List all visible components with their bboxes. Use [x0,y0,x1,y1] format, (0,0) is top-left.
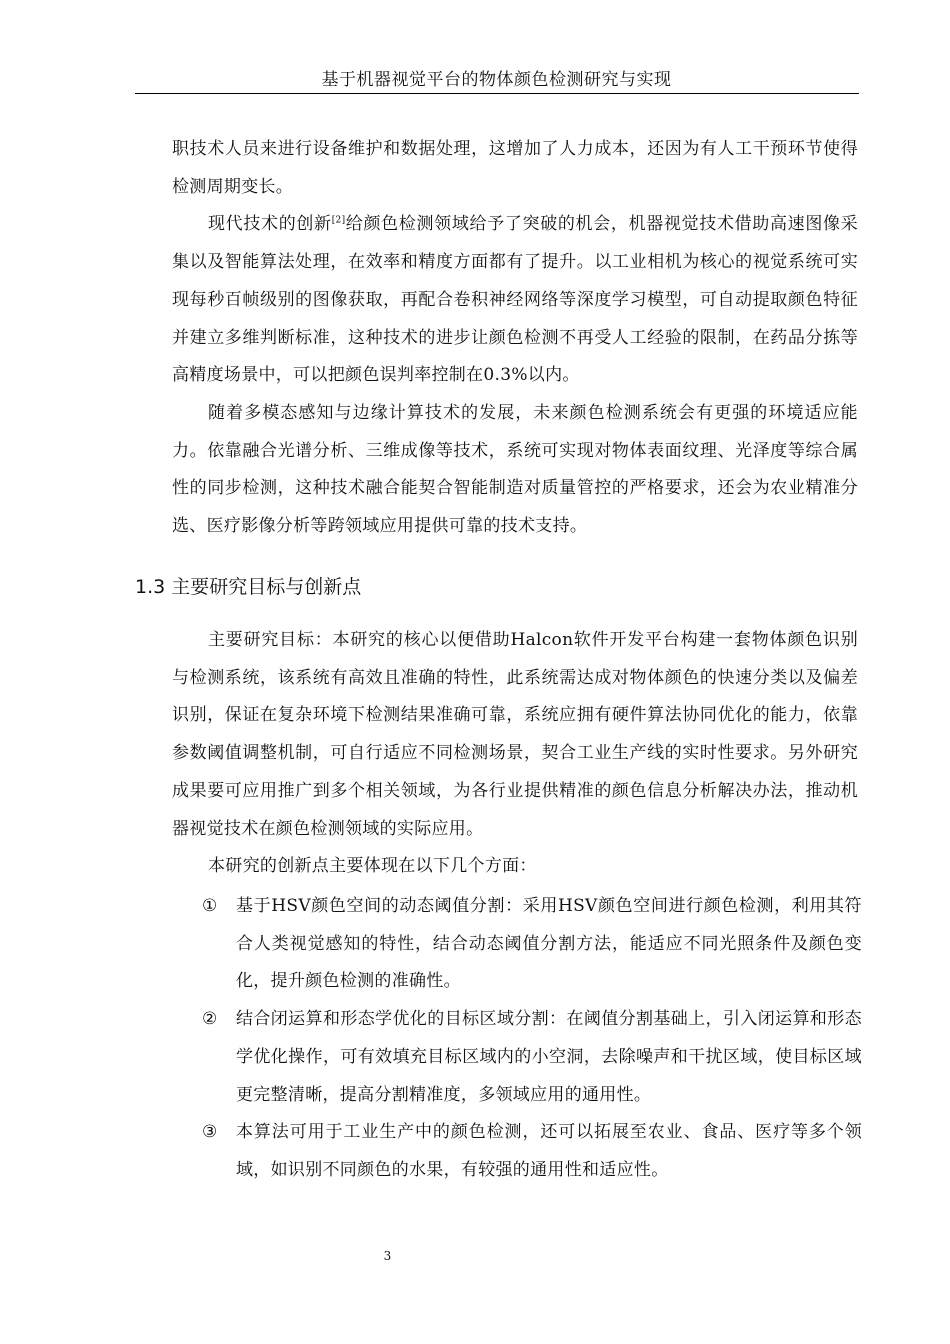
list-item [202,1114,862,1189]
paragraph-innovation-intro: 本研究的创新点主要体现在以下几个方面： [208,856,537,877]
paragraph-future: 随着多模态感知与边缘计算技术的发展，未来颜色检测系统会有更强的环境适应能力。依靠融合光谱分析、三维成像等技术，系统可实现对物体表面纹理、光泽度等综合属性的同步检测，这种技术融合能契合智能制造对质量管控的严格要求，还会为农业精准分选、医疗影像分析等跨领域应用提供可靠的技术支持。 [172,402,858,537]
section-text [172,622,858,886]
intro-text [172,131,858,546]
list-item [202,888,862,1001]
header-rule [135,93,859,94]
list-item-text: 本算法可用于工业生产中的颜色检测，还可以拓展至农业、食品、医疗等多个领域，如识别不同颜色的水果，有较强的通用性和适应性。 [236,1122,862,1180]
paragraph-modern-tech [172,206,858,395]
paragraph-text: 现代技术的创新 [208,214,332,235]
page-number: 3 [383,1249,392,1263]
paragraph-text: 给颜色检测领域给予了突破的机会，机器视觉技术借助高速图像采集以及智能算法处理，在效率和精度方面都有了提升。以工业相机为核心的视觉系统可实现每秒百帧级别的图像获取，再配合卷积神经网络等深度学习模型，可自动提取颜色特征并建立多维判断标准，这种技术的进步让颜色检测不再受人工经验的限制，在药品分拣等高精度场景中，可以把颜色误判率控制在0.3%以内。 [172,214,858,386]
innovation-list [202,888,862,1190]
section-heading: 1.3 主要研究目标与创新点 [135,576,362,598]
citation-ref: [2] [331,215,346,226]
paragraph-continuation: 职技术人员来进行设备维护和数据处理，这增加了人力成本，还因为有人工干预环节使得检测周期变长。 [172,139,858,197]
list-marker: ③ [202,1122,218,1143]
list-item [202,1001,862,1114]
paragraph-research-goal: 主要研究目标：本研究的核心以便借助Halcon软件开发平台构建一套物体颜色识别与检测系统，该系统有高效且准确的特性，此系统需达成对物体颜色的快速分类以及偏差识别，保证在复杂环境下检测结果准确可靠，系统应拥有硬件算法协同优化的能力，依靠参数阈值调整机制，可自行适应不同检测场景，契合工业生产线的实时性要求。另外研究成果要可应用推广到多个相关领域，为各行业提供精准的颜色信息分析解决办法，推动机器视觉技术在颜色检测领域的实际应用。 [172,630,858,839]
list-item-text: 基于HSV颜色空间的动态阈值分割：采用HSV颜色空间进行颜色检测，利用其符合人类视觉感知的特性，结合动态阈值分割方法，能适应不同光照条件及颜色变化，提升颜色检测的准确性。 [236,896,862,992]
running-header: 基于机器视觉平台的物体颜色检测研究与实现 [321,70,672,90]
list-marker: ② [202,1009,218,1030]
list-marker: ① [202,896,218,916]
list-item-text: 结合闭运算和形态学优化的目标区域分割：在阈值分割基础上，引入闭运算和形态学优化操作，可有效填充目标区域内的小空洞，去除噪声和干扰区域，使目标区域更完整清晰，提高分割精准度，多领域应用的通用性。 [236,1009,862,1105]
